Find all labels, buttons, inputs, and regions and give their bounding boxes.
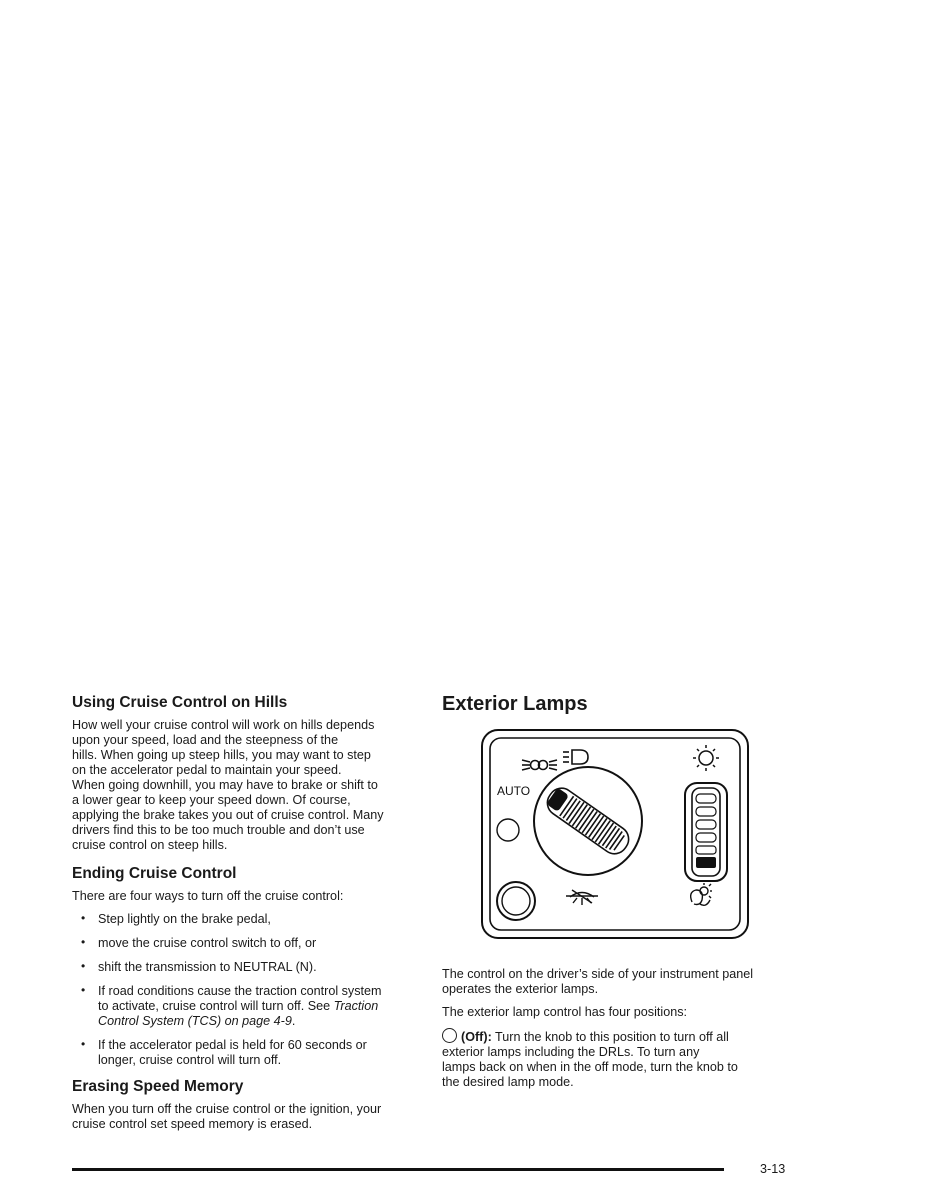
off-position-icon: [442, 1028, 457, 1043]
off-position-icon: [497, 819, 519, 841]
list-item: • Step lightly on the brake pedal,: [81, 911, 271, 926]
list-item: • move the cruise control switch to off, or: [81, 935, 317, 950]
bullet-icon: •: [81, 935, 86, 949]
bullet-icon: •: [81, 959, 86, 973]
bullet-icon: •: [81, 1037, 86, 1051]
fog-lamp-button: [497, 882, 535, 920]
auto-label: AUTO: [497, 784, 531, 798]
off-label: (Off):: [461, 1030, 492, 1044]
parking-lamp-icon: [522, 760, 557, 770]
list-item: • If the accelerator pedal is held for 60 seconds or longer, cruise control will turn off.: [81, 1037, 367, 1067]
dimmer-thumbwheel: [685, 783, 727, 881]
heading-ending-cruise: Ending Cruise Control: [72, 865, 237, 882]
bullet-icon: •: [81, 983, 86, 997]
footer-rule: [72, 1168, 724, 1171]
left-column: [72, 694, 422, 1140]
paragraph-control-location: The control on the driver’s side of your instrument panel operates the exterior lamps.: [442, 967, 754, 996]
heading-cruise-hills: Using Cruise Control on Hills: [72, 694, 288, 711]
paragraph-erasing-memory: When you turn off the cruise control or the ignition, your cruise control set speed memory is erased.: [72, 1102, 382, 1131]
paragraph-cruise-hills: How well your cruise control will work on hills depends upon your speed, load and the steepness of the hills. When going up steep hills, you may want to step on the accelerator pedal to maintain your speed. When going downhill, you may have to brake or shift to a lower gear to keep your speed down. Of course, applying the brake takes you out of cruise control. Many drivers find this to be too much trouble and don’t use cruise control on steep hills.: [72, 718, 384, 852]
heading-erasing-memory: Erasing Speed Memory: [72, 1078, 244, 1095]
list-item: • shift the transmission to NEUTRAL (N).: [81, 959, 317, 974]
bullet-icon: •: [81, 911, 86, 925]
list-item: • If road conditions cause the traction control system to activate, cruise control will turn off. See Traction Control System (TCS) on page 4-9.: [81, 983, 382, 1028]
paragraph-off-position: (Off): Turn the knob to this position to turn off all exterior lamps including the DRLs. To turn any lamps back on when in the off mode, turn the knob to the desired lamp mode.: [442, 1030, 738, 1089]
exterior-lamp-control-illustration: [480, 728, 750, 940]
paragraph-ending-intro: There are four ways to turn off the cruise control:: [72, 889, 344, 903]
tcs-reference-link[interactable]: Traction Control System (TCS) on page 4-9: [98, 999, 379, 1028]
ending-cruise-list: [72, 912, 422, 1068]
right-column: [442, 692, 802, 1098]
page-number: 3-13: [760, 1162, 786, 1176]
paragraph-four-positions: The exterior lamp control has four positions:: [442, 1005, 687, 1019]
heading-exterior-lamps: Exterior Lamps: [442, 693, 588, 715]
